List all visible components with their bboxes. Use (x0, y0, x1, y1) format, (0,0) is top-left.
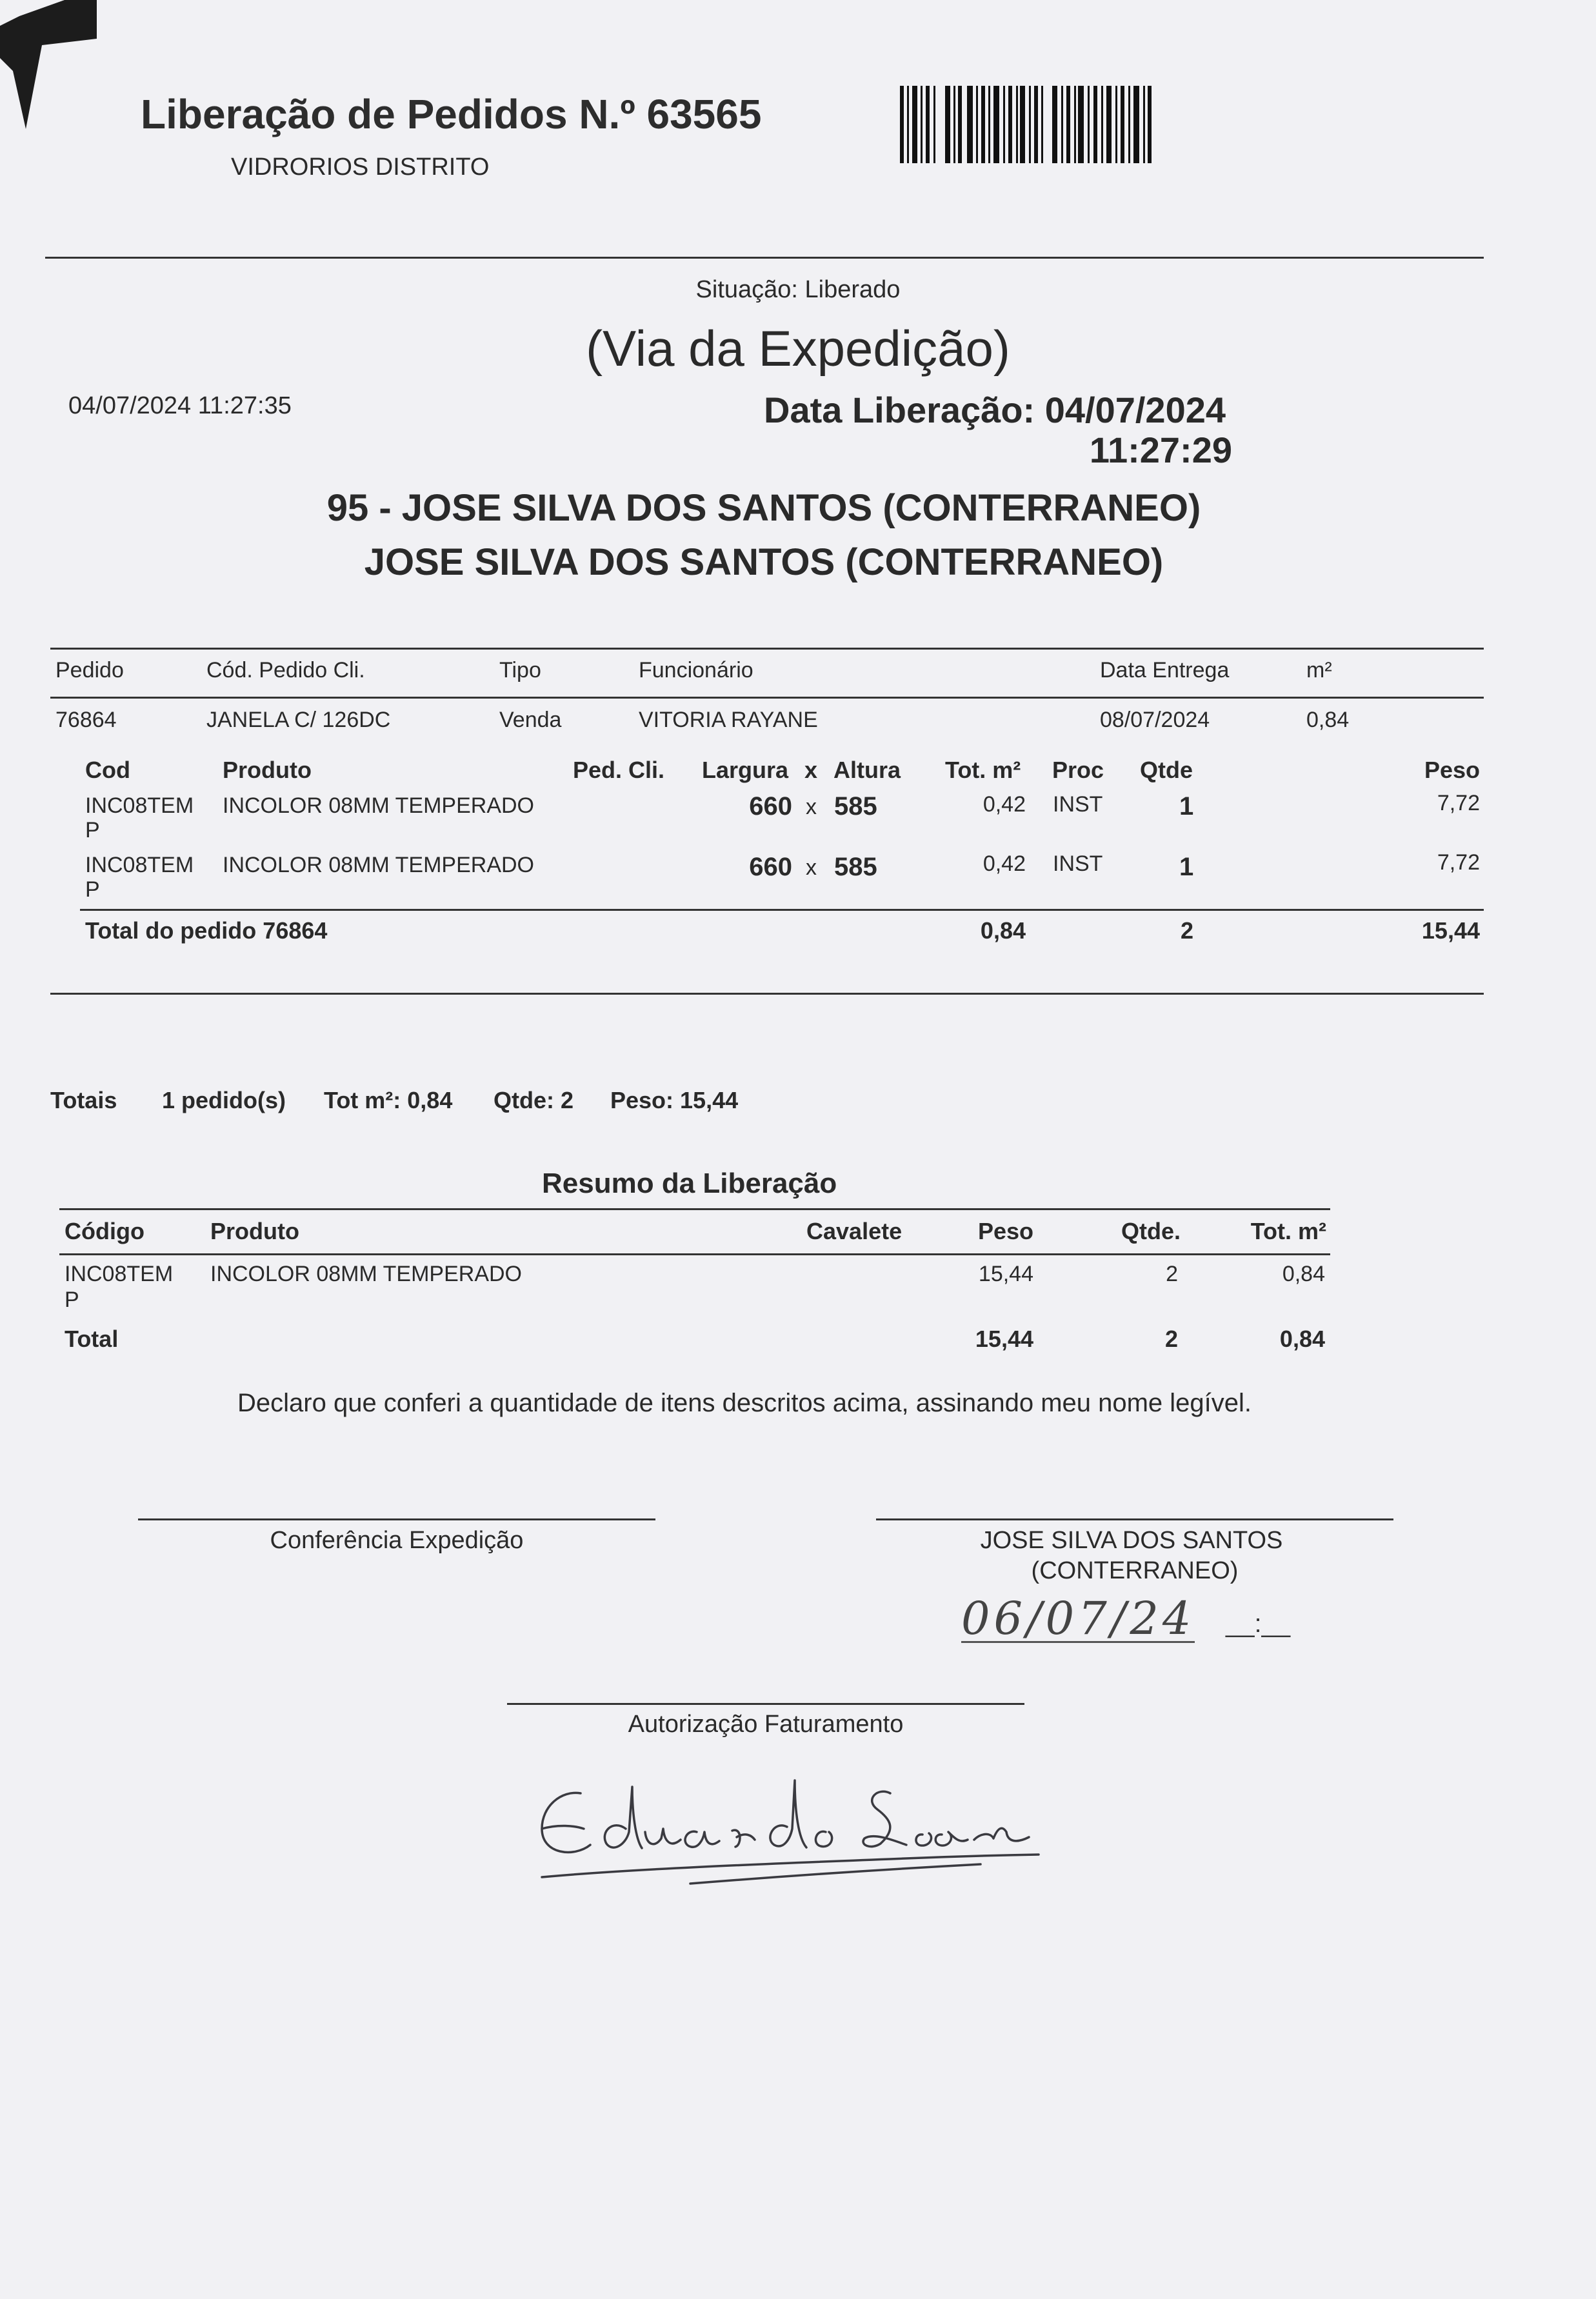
signature-line-faturamento (507, 1703, 1024, 1705)
resumo-col-codigo: Código (65, 1218, 145, 1244)
item-qtde: 1 (1179, 853, 1194, 881)
signature-label-client-line1: JOSE SILVA DOS SANTOS (980, 1527, 1283, 1554)
col-tipo: Tipo (499, 658, 541, 682)
header-divider (45, 257, 1484, 259)
company-name: VIDRORIOS DISTRITO (231, 154, 490, 181)
order-data-entrega: 08/07/2024 (1100, 708, 1210, 732)
resumo-codigo-line2: P (65, 1288, 79, 1312)
release-time: 11:27:29 (1089, 430, 1232, 470)
handwritten-signature (529, 1767, 1058, 1890)
signature-label-faturamento: Autorização Faturamento (628, 1711, 904, 1738)
totals-pedidos: 1 pedido(s) (162, 1087, 286, 1113)
handwritten-date: 06/07/24 (961, 1592, 1195, 1645)
order-total-peso: 15,44 (1421, 917, 1480, 944)
item-tot-m2: 0,42 (983, 851, 1026, 876)
item-produto: INCOLOR 08MM TEMPERADO (223, 853, 535, 877)
col-pedido: Pedido (55, 658, 124, 682)
col-m2: m² (1306, 658, 1332, 682)
order-funcionario: VITORIA RAYANE (639, 708, 818, 732)
items-total-line (80, 909, 1484, 911)
item-qtde: 1 (1179, 792, 1194, 821)
item-largura: 660 (749, 853, 792, 881)
item-proc: INST (1053, 792, 1103, 817)
order-pedido: 76864 (55, 708, 117, 732)
signature-line-client (876, 1518, 1393, 1520)
col-data-entrega: Data Entrega (1100, 658, 1230, 682)
order-cod-pedido-cli: JANELA C/ 126DC (206, 708, 391, 732)
client-name-line1: 95 - JOSE SILVA DOS SANTOS (CONTERRANEO) (326, 487, 1201, 529)
item-peso: 7,72 (1437, 850, 1480, 875)
item-cod-line2: P (85, 818, 100, 842)
col-cod-pedido-cli: Cód. Pedido Cli. (206, 658, 365, 682)
resumo-total-qtde: 2 (1164, 1326, 1178, 1352)
item-x: x (806, 855, 817, 880)
item-cod-line1: INC08TEM (85, 793, 194, 818)
order-total-m2: 0,84 (980, 917, 1026, 944)
order-table-top-line (50, 648, 1484, 650)
resumo-col-qtde: Qtde. (1121, 1218, 1181, 1244)
items-col-altura: Altura (833, 757, 901, 783)
signature-label-client-line2: (CONTERRANEO) (1031, 1557, 1239, 1584)
item-altura: 585 (834, 792, 877, 821)
declaration-text: Declaro que conferi a quantidade de itens descritos acima, assinando meu nome legível. (237, 1389, 1252, 1417)
signature-label-expedicao: Conferência Expedição (270, 1527, 524, 1554)
col-funcionario: Funcionário (639, 658, 753, 682)
resumo-produto: INCOLOR 08MM TEMPERADO (210, 1262, 523, 1286)
items-col-produto: Produto (223, 757, 312, 783)
resumo-col-peso: Peso (977, 1218, 1033, 1244)
resumo-col-cavalete: Cavalete (806, 1218, 903, 1244)
item-altura: 585 (834, 853, 877, 881)
via-label: (Via da Expedição) (586, 320, 1010, 377)
items-col-peso: Peso (1424, 757, 1480, 783)
item-produto: INCOLOR 08MM TEMPERADO (223, 793, 535, 818)
totals-qtde: Qtde: 2 (494, 1087, 574, 1113)
resumo-total-m2: 0,84 (1279, 1326, 1325, 1352)
resumo-top-line (59, 1208, 1330, 1210)
items-col-qtde: Qtde (1140, 757, 1193, 783)
item-cod-line1: INC08TEM (85, 853, 194, 877)
barcode (900, 86, 1152, 163)
item-tot-m2: 0,42 (983, 792, 1026, 817)
resumo-total-peso: 15,44 (975, 1326, 1033, 1352)
order-total-qtde: 2 (1181, 917, 1194, 944)
resumo-tot-m2: 0,84 (1282, 1262, 1325, 1286)
item-cod-line2: P (85, 877, 100, 902)
order-total-label: Total do pedido 76864 (85, 917, 328, 944)
signature-line-expedicao (138, 1518, 655, 1520)
status-text: Situação: Liberado (695, 276, 901, 303)
resumo-peso: 15,44 (978, 1262, 1033, 1286)
release-date: Data Liberação: 04/07/2024 (764, 390, 1226, 430)
items-col-largura: Largura (702, 757, 789, 783)
print-datetime: 04/07/2024 11:27:35 (68, 392, 292, 419)
totals-m2: Tot m²: 0,84 (324, 1087, 453, 1113)
totals-label: Totais (50, 1087, 117, 1113)
torn-corner (0, 0, 103, 135)
item-proc: INST (1053, 851, 1103, 876)
handwritten-time: __:__ (1226, 1609, 1291, 1638)
resumo-total-label: Total (65, 1326, 119, 1352)
items-col-x: x (804, 757, 818, 783)
order-tipo: Venda (499, 708, 562, 732)
resumo-title: Resumo da Liberação (542, 1168, 837, 1199)
resumo-header-line (59, 1253, 1330, 1255)
items-col-proc: Proc (1052, 757, 1104, 783)
item-peso: 7,72 (1437, 791, 1480, 815)
items-col-tot-m2: Tot. m² (945, 757, 1021, 783)
section-divider (50, 993, 1484, 995)
client-name-line2: JOSE SILVA DOS SANTOS (CONTERRANEO) (364, 541, 1164, 583)
totals-peso: Peso: 15,44 (610, 1087, 739, 1113)
resumo-codigo-line1: INC08TEM (65, 1262, 174, 1286)
order-m2: 0,84 (1306, 708, 1350, 732)
resumo-col-tot-m2: Tot. m² (1250, 1218, 1326, 1244)
order-table-header-line (50, 697, 1484, 699)
document-title: Liberação de Pedidos N.º 63565 (141, 91, 762, 137)
resumo-qtde: 2 (1166, 1262, 1178, 1286)
items-col-cod: Cod (85, 757, 130, 783)
item-x: x (806, 795, 817, 819)
items-col-ped-cli: Ped. Cli. (573, 757, 665, 783)
resumo-col-produto: Produto (210, 1218, 299, 1244)
item-largura: 660 (749, 792, 792, 821)
